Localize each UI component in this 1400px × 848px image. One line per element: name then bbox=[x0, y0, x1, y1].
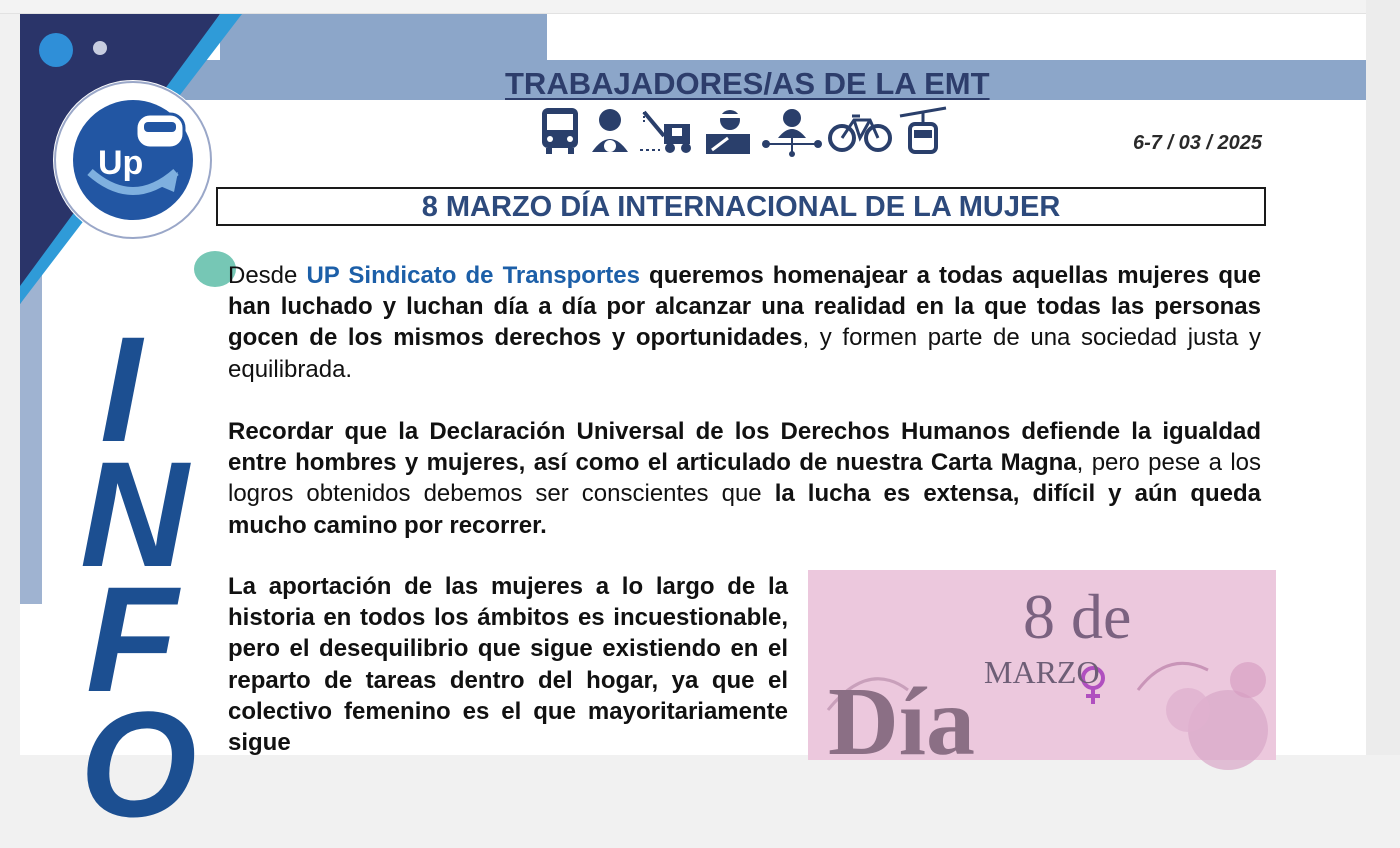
bus-icon bbox=[538, 106, 582, 156]
p1-bold: queremos homenajear a todas aquellas mujeres que han luchado y luchan día a día por alcanzar una realidad en la que todas las personas gocen de los mismos derechos y oportunidades bbox=[228, 262, 1262, 352]
p2-regular: , pero pese a los logros obtenidos debemos ser conscientes que bbox=[228, 449, 1262, 508]
document-page bbox=[20, 14, 1366, 848]
document-date: 6-7 / 03 / 2025 bbox=[1133, 132, 1262, 154]
document-heading: 8 MARZO DÍA INTERNACIONAL DE LA MUJER bbox=[216, 187, 1266, 226]
tow-truck-icon bbox=[638, 106, 694, 156]
paragraph-intro bbox=[228, 260, 1261, 385]
network-icon bbox=[762, 106, 822, 156]
paragraph-declaration bbox=[228, 416, 1261, 541]
driver-icon bbox=[588, 106, 632, 156]
p1-tail: , y formen parte de una sociedad justa y equilibrada. bbox=[228, 324, 1262, 383]
paragraph-contribution bbox=[228, 571, 788, 758]
header-band-upper bbox=[220, 14, 547, 60]
mechanic-icon bbox=[700, 106, 756, 156]
top-gutter bbox=[0, 0, 1400, 14]
p1-lead: Desde bbox=[228, 262, 307, 289]
p2-bold-lead: Recordar que la Declaración Universal de los Derechos Humanos defiende la igualdad entre hombres y mujeres, así como el articulado de nuestra Carta Magna bbox=[228, 418, 1261, 477]
image-text-marzo: MARZO bbox=[984, 654, 1100, 690]
side-letter-n: N bbox=[80, 430, 189, 598]
bicycle-icon bbox=[828, 106, 892, 156]
image-text-8-de: 8 de bbox=[1023, 581, 1132, 652]
union-name: UP Sindicato de Transportes bbox=[306, 262, 640, 289]
side-letter-o: O bbox=[80, 680, 197, 848]
transport-icons bbox=[538, 104, 978, 158]
union-logo bbox=[48, 80, 218, 240]
p3-bold: La aportación de las mujeres a lo largo de la historia en todos los ámbitos es incuestionable, pero el desequilibrio que sigue existiendo en el reparto de tareas dentro del hogar, ya que el colectivo femenino es el que mayoritariamente sigue bbox=[228, 573, 788, 757]
womens-day-image bbox=[808, 570, 1276, 776]
side-letter-f: F bbox=[86, 555, 178, 723]
p2-bold-tail: la lucha es extensa, difícil y aún queda mucho camino por recorrer. bbox=[228, 480, 1262, 539]
page-scroll-gutter[interactable] bbox=[1366, 0, 1400, 755]
logo-up-text: Up bbox=[98, 144, 144, 182]
side-letter-i: I bbox=[100, 305, 142, 473]
image-text-dia: Día bbox=[828, 668, 975, 776]
page-title: TRABAJADORES/AS DE LA EMT bbox=[505, 66, 990, 101]
cable-car-icon bbox=[898, 106, 948, 156]
